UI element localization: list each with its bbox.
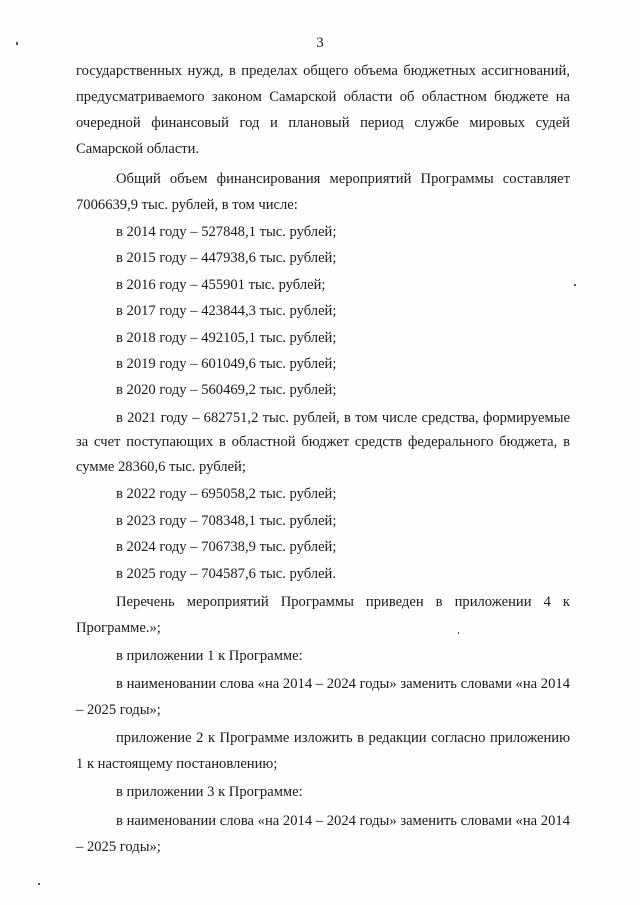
funding-year-2021: в 2021 году – 682751,2 тыс. рублей, в том числе средства, формируемые за счет поступающих в областной бюджет средств федерального бюджета, в сумме 28360,6 тыс. рублей; [76, 409, 570, 475]
funding-year-2025: в 2025 году – 704587,6 тыс. рублей. [116, 565, 337, 582]
funding-year-2017: в 2017 году – 423844,3 тыс. рублей; [116, 303, 337, 320]
scan-speck [458, 632, 459, 634]
paragraph-activities-list: Перечень мероприятий Программы приведен в приложении 4 к Программе.»; [76, 593, 570, 636]
paragraph-appendix-3: в приложении 3 к Программе: [116, 784, 303, 801]
funding-year-2019: в 2019 году – 601049,6 тыс. рублей; [116, 356, 337, 373]
paragraph-appendix-3-title: в наименовании слова «на 2014 – 2024 годы» заменить словами «на 2014 – 2025 годы»; [76, 812, 570, 855]
document-body [76, 58, 570, 860]
funding-year-2024: в 2024 году – 706738,9 тыс. рублей; [116, 539, 337, 556]
funding-year-2022: в 2022 году – 695058,2 тыс. рублей; [116, 486, 337, 503]
paragraph-total-funding: Общий объем финансирования мероприятий Программы составляет 7006639,9 тыс. рублей, в том числе: [76, 171, 570, 213]
funding-year-2018: в 2018 году – 492105,1 тыс. рублей; [116, 329, 337, 346]
scan-speck [574, 284, 576, 286]
funding-year-2014: в 2014 году – 527848,1 тыс. рублей; [116, 224, 337, 240]
paragraph-appendix-2: приложение 2 к Программе изложить в редакции согласно приложению 1 к настоящему постановлению; [76, 730, 570, 773]
paragraph-appendix-1-title: в наименовании слова «на 2014 – 2024 годы» заменить словами «на 2014 – 2025 годы»; [76, 676, 570, 719]
funding-year-2020: в 2020 году – 560469,2 тыс. рублей; [116, 382, 337, 399]
scan-speck [16, 42, 18, 45]
paragraph-budget-allocations: государственных нужд, в пределах общего объема бюджетных ассигнований, предусматриваемого законом Самарской области об областном бюджете на очередной финансовый год и плановый период службе мировых судей Самарской области. [76, 63, 570, 157]
paragraph-appendix-1: в приложении 1 к Программе: [116, 647, 303, 664]
funding-year-2023: в 2023 году – 708348,1 тыс. рублей; [116, 512, 337, 529]
funding-year-2016: в 2016 году – 455901 тыс. рублей; [116, 276, 326, 293]
funding-year-2015: в 2015 году – 447938,6 тыс. рублей; [116, 250, 337, 267]
scan-speck [38, 883, 40, 885]
page-number: 3 [316, 35, 324, 51]
